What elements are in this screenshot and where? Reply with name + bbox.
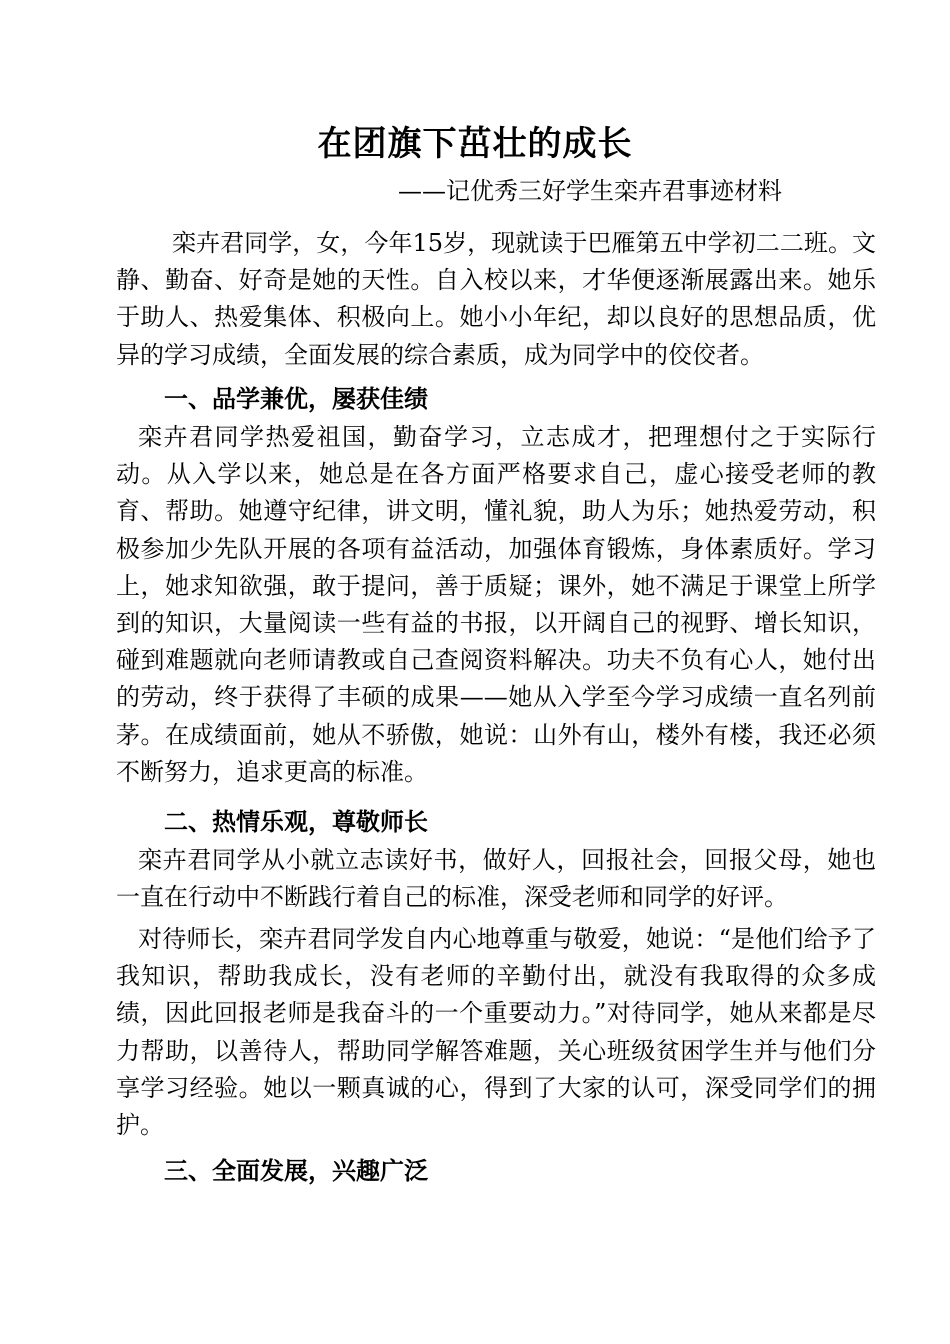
intro-paragraph: 栾卉君同学，女，今年15岁，现就读于巴雁第五中学初二二班。文静、勤奋、好奇是她的天性。自入校以来，才华便逐渐展露出来。她乐于助人、热爱集体、积极向上。她小小年纪，却以良好的思想品质，优异的学习成绩，全面发展的综合素质，成为同学中的佼佼者。 [116, 229, 876, 369]
document-subtitle: ——记优秀三好学生栾卉君事迹材料 [398, 177, 782, 205]
document-title: 在团旗下茁壮的成长 [317, 124, 633, 164]
section-1-heading: 一、品学兼优，屡获佳绩 [164, 385, 428, 413]
section-3-heading: 三、全面发展，兴趣广泛 [164, 1157, 428, 1185]
section-1-paragraph-1: 栾卉君同学热爱祖国，勤奋学习，立志成才，把理想付之于实际行动。从入学以来，她总是在各方面严格要求自己，虚心接受老师的教育、帮助。她遵守纪律，讲文明，懂礼貌，助人为乐；她热爱劳动，积极参加少先队开展的各项有益活动，加强体育锻炼，身体素质好。学习上，她求知欲强，敢于提问，善于质疑；课外，她不满足于课堂上所学到的知识，大量阅读一些有益的书报，以开阔自己的视野、增长知识，碰到难题就向老师请教或自己查阅资料解决。功夫不负有心人，她付出的劳动，终于获得了丰硕的成果——她从入学至今学习成绩一直名列前茅。在成绩面前，她从不骄傲，她说：山外有山，楼外有楼，我还必须不断努力，追求更高的标准。 [116, 423, 876, 786]
section-2-paragraph-1: 栾卉君同学从小就立志读好书，做好人，回报社会，回报父母，她也一直在行动中不断践行着自己的标准，深受老师和同学的好评。 [116, 846, 876, 912]
section-2-paragraph-2: 对待师长，栾卉君同学发自内心地尊重与敬爱，她说：“是他们给予了我知识，帮助我成长，没有老师的辛勤付出，就没有我取得的众多成绩，因此回报老师是我奋斗的一个重要动力。”对待同学，她从来都是尽力帮助，以善待人，帮助同学解答难题，关心班级贫困学生并与他们分享学习经验。她以一颗真诚的心，得到了大家的认可，深受同学们的拥护。 [116, 925, 876, 1140]
section-2-heading: 二、热情乐观，尊敬师长 [164, 808, 428, 836]
